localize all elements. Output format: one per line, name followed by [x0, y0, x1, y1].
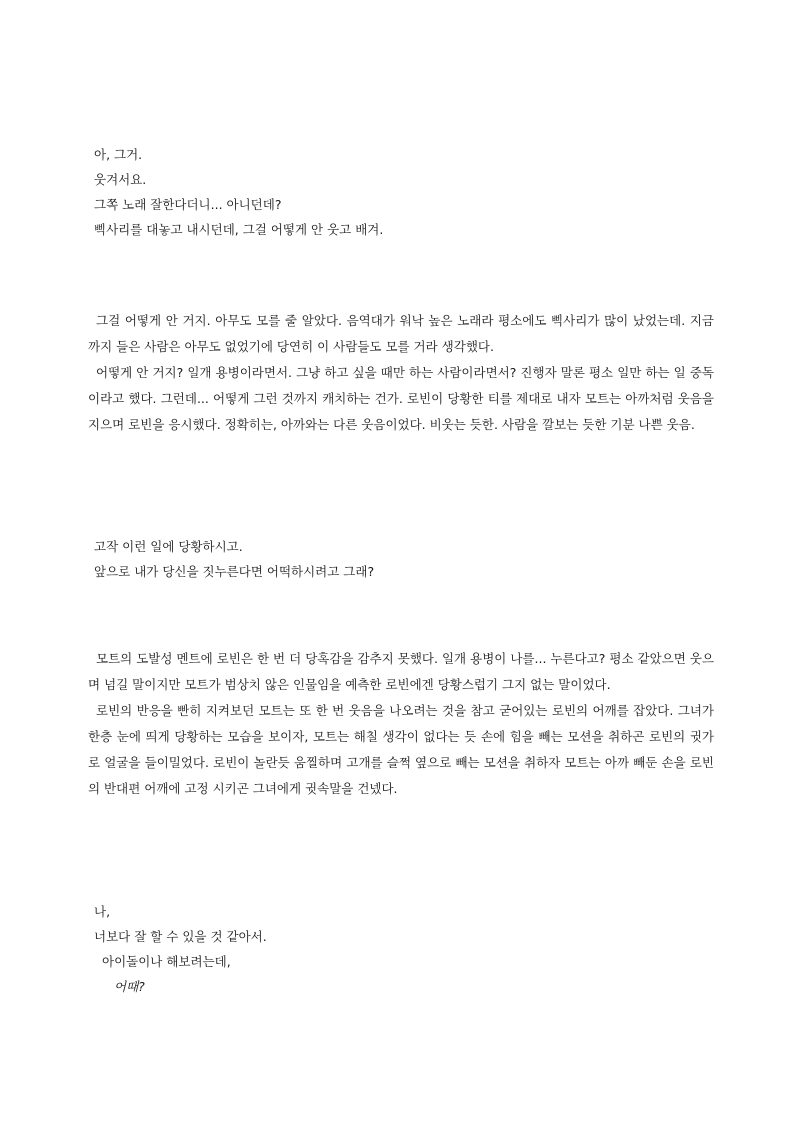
narration-paragraph: 어떻게 안 거지? 일개 용병이라면서. 그냥 하고 싶을 때만 하는 사람이라면서? 진행자 말론 평소 일만 하는 일 중독이라고 했다. 그런데... 어떻게 그런 것까지 캐치하는 건가. 로빈이 당황한 티를 제대로 내자 모트는 아까처럼 웃음을 지으며 로빈을 응시했다. 정확히는, 아까와는 다른 웃음이었다. 비웃는 듯한. 사람을 깔보는 듯한 기분 나쁜 웃음. [88, 365, 714, 432]
narration-block-2 [88, 646, 714, 802]
dialogue-line: 아이돌이나 해보려는데, [102, 954, 231, 969]
narration-paragraph: 그걸 어떻게 안 거지. 아무도 모를 줄 알았다. 음역대가 워낙 높은 노래라 평소에도 삑사리가 많이 났었는데. 지금까지 들은 사람은 아무도 없었기에 당연히 이 사람들도 모를 거라 생각했다. [88, 313, 714, 354]
dialogue-block-3 [88, 899, 714, 999]
dialogue-line: 그쪽 노래 잘한다더니... 아니던데? [94, 197, 282, 212]
dialogue-line: 삑사리를 대놓고 내시던데, 그걸 어떻게 안 웃고 배겨. [94, 222, 384, 237]
dialogue-line: 고작 이런 일에 당황하시고. [94, 539, 243, 554]
dialogue-line-emphasis: 어때? [114, 979, 145, 994]
dialogue-line: 너보다 잘 할 수 있을 것 같아서. [94, 929, 267, 944]
narration-paragraph: 모트의 도발성 멘트에 로빈은 한 번 더 당혹감을 감추지 못했다. 일개 용병이 나를... 누른다고? 평소 같았으면 웃으며 넘길 말이지만 모트가 범상치 않은 인물임을 예측한 로빈에겐 당황스럽기 그지 없는 말이었다. [88, 651, 714, 692]
narration-paragraph: 로빈의 반응을 빤히 지켜보던 모트는 또 한 번 웃음을 나오려는 것을 참고 굳어있는 로빈의 어깨를 잡았다. 그녀가 한층 눈에 띄게 당황하는 모습을 보이자, 모트는 해칠 생각이 없다는 듯 손에 힘을 빼는 모션을 취하곤 로빈의 귓가로 얼굴을 들이밀었다. 로빈이 놀란듯 움찔하며 고개를 슬쩍 옆으로 빼는 모션을 취하자 모트는 아까 빼둔 손을 로빈의 반대편 어깨에 고정 시키곤 그녀에게 귓속말을 건넸다. [88, 703, 714, 796]
narration-block-1 [88, 308, 714, 438]
dialogue-line: 웃겨서요. [94, 172, 147, 187]
dialogue-line: 앞으로 내가 당신을 짓누른다면 어떡하시려고 그래? [94, 564, 375, 579]
dialogue-line: 나, [94, 904, 111, 919]
dialogue-block-2 [88, 534, 714, 584]
dialogue-line: 아, 그거. [94, 147, 143, 162]
dialogue-block-1 [88, 142, 714, 242]
